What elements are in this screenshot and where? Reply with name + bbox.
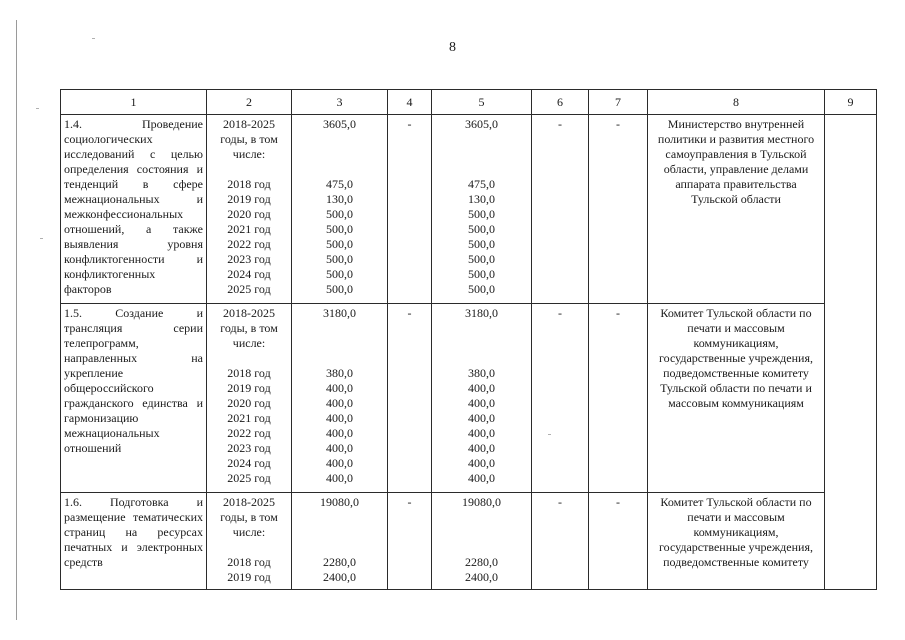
year-label: 2019 год: [227, 570, 271, 584]
amount-value: 475,0: [326, 177, 353, 191]
year-label: 2021 год: [227, 411, 271, 425]
amount-total: 19080,0: [462, 495, 501, 509]
header-cell-1: 1: [61, 90, 207, 115]
header-cell-4: 4: [388, 90, 432, 115]
amount-col3: [292, 115, 388, 304]
amount-value: 500,0: [326, 207, 353, 221]
amount-value: 380,0: [326, 366, 353, 380]
scan-speck: [92, 38, 95, 39]
amount-value: 500,0: [468, 267, 495, 281]
amount-col3: [292, 493, 388, 590]
amount-col6: -: [532, 493, 589, 590]
activity-name: 1.5. Создание и трансляция серии телепрограмм, направленных на укрепление общероссийского гражданского единства и гармонизацию межнациональных отношений: [61, 304, 207, 493]
amount-value: 400,0: [468, 381, 495, 395]
amount-col4: -: [388, 493, 432, 590]
amount-total: 19080,0: [320, 495, 359, 509]
year-label: 2023 год: [227, 252, 271, 266]
amount-value: 2280,0: [323, 555, 356, 569]
amount-col6: -: [532, 115, 589, 304]
amount-value: 400,0: [326, 426, 353, 440]
program-activities-table: [60, 89, 877, 590]
page-number: 8: [449, 40, 456, 55]
amount-total: 3605,0: [323, 117, 356, 131]
amount-value: 500,0: [326, 252, 353, 266]
activity-name: 1.4. Проведение социологических исследований с целью определения состояния и тенденций в сфере межнациональных и межконфессиональных отношений, а также выявления уровня конфликтогенности и конфликтогенных факторов: [61, 115, 207, 304]
amount-total: 3180,0: [465, 306, 498, 320]
amount-col6: -: [532, 304, 589, 493]
amount-col7: -: [589, 304, 648, 493]
year-label: 2024 год: [227, 267, 271, 281]
amount-total: 3180,0: [323, 306, 356, 320]
amount-value: 400,0: [468, 411, 495, 425]
amount-value: 2280,0: [465, 555, 498, 569]
table-row: [61, 493, 877, 590]
empty-col9: [825, 115, 877, 590]
year-label: 2025 год: [227, 282, 271, 296]
amount-value: 475,0: [468, 177, 495, 191]
amount-value: 400,0: [468, 426, 495, 440]
header-cell-2: 2: [207, 90, 292, 115]
year-label: 2020 год: [227, 396, 271, 410]
activity-name: 1.6. Подготовка и размещение тематических страниц на ресурсах печатных и электронных средств: [61, 493, 207, 590]
amount-value: 400,0: [326, 441, 353, 455]
header-cell-9: 9: [825, 90, 877, 115]
amount-value: 2400,0: [323, 570, 356, 584]
amount-value: 2400,0: [465, 570, 498, 584]
amount-col7: -: [589, 115, 648, 304]
amount-value: 500,0: [468, 222, 495, 236]
period-cell: [207, 493, 292, 590]
period-label: 2018-2025 годы, в том числе:: [220, 306, 278, 350]
amount-value: 500,0: [326, 282, 353, 296]
year-label: 2018 год: [227, 177, 271, 191]
year-label: 2024 год: [227, 456, 271, 470]
amount-col4: -: [388, 304, 432, 493]
header-cell-5: 5: [432, 90, 532, 115]
amount-col5: [432, 304, 532, 493]
amount-value: 130,0: [326, 192, 353, 206]
year-label: 2018 год: [227, 366, 271, 380]
amount-value: 500,0: [326, 237, 353, 251]
period-cell: [207, 304, 292, 493]
binding-margin-line: [16, 20, 17, 620]
period-cell: [207, 115, 292, 304]
header-cell-6: 6: [532, 90, 589, 115]
amount-value: 400,0: [468, 456, 495, 470]
amount-value: 380,0: [468, 366, 495, 380]
executor-cell: Комитет Тульской области по печати и массовым коммуникациям, государственные учреждения, подведомственные комитету Тульской области по печати и массовым коммуникациям: [648, 304, 825, 493]
year-label: 2018 год: [227, 555, 271, 569]
header-cell-3: 3: [292, 90, 388, 115]
amount-value: 400,0: [468, 441, 495, 455]
scan-speck: [36, 108, 39, 109]
year-label: 2019 год: [227, 381, 271, 395]
header-row: [61, 90, 877, 115]
period-label: 2018-2025 годы, в том числе:: [220, 117, 278, 161]
amount-value: 400,0: [326, 381, 353, 395]
amount-value: 400,0: [468, 396, 495, 410]
table-row: [61, 115, 877, 304]
amount-value: 130,0: [468, 192, 495, 206]
header-cell-7: 7: [589, 90, 648, 115]
table-row: [61, 304, 877, 493]
amount-col3: [292, 304, 388, 493]
year-label: 2019 год: [227, 192, 271, 206]
amount-value: 500,0: [468, 252, 495, 266]
year-label: 2022 год: [227, 426, 271, 440]
amount-total: 3605,0: [465, 117, 498, 131]
amount-value: 400,0: [326, 456, 353, 470]
executor-cell: Комитет Тульской области по печати и массовым коммуникациям, государственные учреждения, подведомственные комитету: [648, 493, 825, 590]
amount-value: 500,0: [326, 267, 353, 281]
amount-col4: -: [388, 115, 432, 304]
amount-value: 400,0: [326, 471, 353, 485]
amount-value: 400,0: [326, 396, 353, 410]
amount-col5: [432, 115, 532, 304]
executor-cell: Министерство внутренней политики и развития местного самоуправления в Тульской области, управление делами аппарата правительства Тульской области: [648, 115, 825, 304]
amount-col5: [432, 493, 532, 590]
year-label: 2023 год: [227, 441, 271, 455]
year-label: 2020 год: [227, 207, 271, 221]
amount-value: 500,0: [468, 237, 495, 251]
year-label: 2025 год: [227, 471, 271, 485]
year-label: 2021 год: [227, 222, 271, 236]
period-label: 2018-2025 годы, в том числе:: [220, 495, 278, 539]
amount-value: 500,0: [468, 207, 495, 221]
scan-speck: [40, 238, 43, 239]
amount-value: 400,0: [468, 471, 495, 485]
amount-value: 500,0: [326, 222, 353, 236]
amount-value: 500,0: [468, 282, 495, 296]
header-cell-8: 8: [648, 90, 825, 115]
amount-col7: -: [589, 493, 648, 590]
amount-value: 400,0: [326, 411, 353, 425]
year-label: 2022 год: [227, 237, 271, 251]
